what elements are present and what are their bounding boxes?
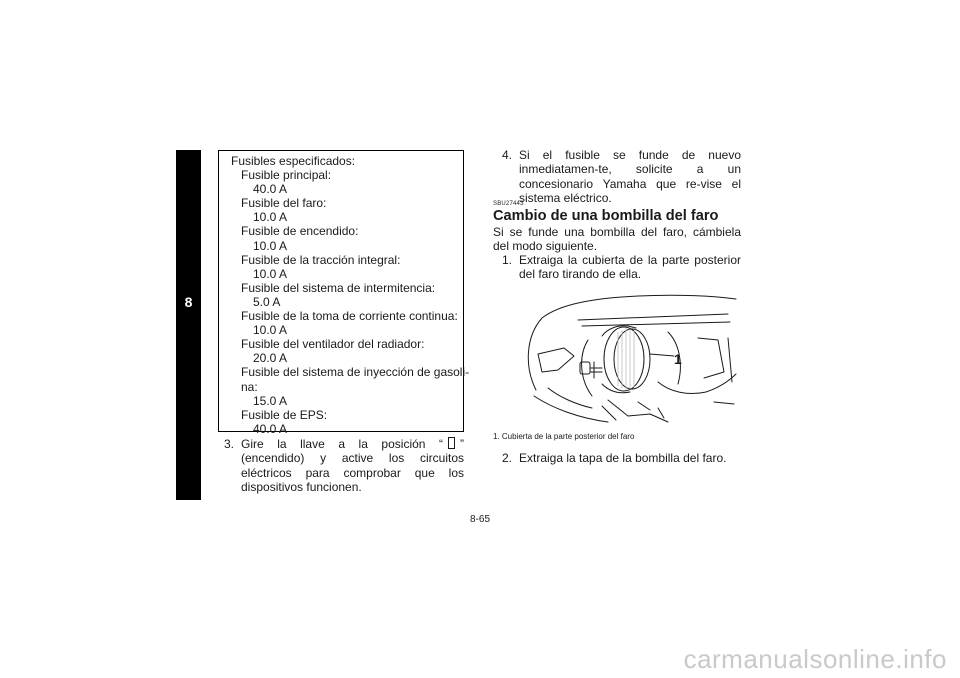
step-1 — [502, 253, 741, 282]
fuse-name: Fusible del faro: — [241, 196, 327, 211]
section-intro: Si se funde una bombilla del faro, cámbiela del modo siguiente. — [493, 225, 741, 254]
key-on-position-icon — [448, 437, 455, 449]
fuse-name: Fusible de encendido: — [241, 224, 359, 239]
step-number: 1. — [502, 253, 513, 267]
fuse-value: 10.0 A — [253, 323, 288, 338]
step-text — [241, 437, 464, 494]
fuse-value: 40.0 A — [253, 182, 288, 197]
fuse-value: 10.0 A — [253, 266, 288, 281]
fuse-name: Fusible de la toma de corriente continua: — [241, 309, 458, 324]
section-code: SBU27443 — [493, 201, 524, 207]
step-number: 4. — [502, 148, 513, 162]
chapter-number: 8 — [184, 294, 193, 310]
step-number: 2. — [502, 451, 513, 465]
step-text: Extraiga la cubierta de la parte posterior del faro tirando de ella. — [519, 253, 741, 282]
fuse-value: 15.0 A — [253, 393, 288, 408]
watermark-link[interactable]: carmanualsonline.info — [683, 644, 947, 674]
headlight-illustration — [518, 292, 739, 424]
fuse-value: 20.0 A — [253, 351, 288, 366]
fuse-name-continued: na: — [241, 379, 258, 394]
fuse-value: 10.0 A — [253, 210, 288, 225]
step-2 — [502, 451, 741, 465]
page-number: 8-65 — [469, 514, 490, 525]
figure-caption: 1. Cubierta de la parte posterior del faro — [493, 432, 635, 441]
step-text: Si el fusible se funde de nuevo inmediatamen-te, solicite a un concesionario Yamaha que re-vise el sistema eléctrico. — [519, 148, 741, 205]
headlight-figure — [518, 292, 739, 424]
fuse-name: Fusible de EPS: — [241, 407, 328, 422]
fuse-value: 5.0 A — [253, 294, 281, 309]
fuse-name: Fusible principal: — [241, 168, 332, 183]
fuse-value: 40.0 A — [253, 421, 288, 436]
step-text-part: ” (encendido) y active los circuitos eléctricos para comprobar que los dispositivos funcionen. — [241, 437, 464, 494]
step-text: Extraiga la tapa de la bombilla del faro. — [519, 451, 727, 465]
fuse-name: Fusible de la tracción integral: — [241, 252, 401, 267]
fuse-name: Fusible del sistema de inyección de gasoli- — [241, 365, 470, 380]
section-title: Cambio de una bombilla del faro — [493, 208, 719, 224]
figure-callout: 1 — [674, 351, 682, 367]
fuse-spec-title: Fusibles especificados: — [231, 154, 356, 168]
fuse-name: Fusible del sistema de intermitencia: — [241, 280, 436, 295]
step-4 — [493, 148, 741, 205]
step-number: 3. — [224, 437, 235, 451]
step-3 — [224, 437, 464, 494]
step-text-part: Gire la llave a la posición “ — [241, 437, 443, 451]
chapter-tab — [176, 150, 201, 500]
fuse-spec-box — [218, 150, 470, 436]
fuse-value: 10.0 A — [253, 238, 288, 253]
fuse-name: Fusible del ventilador del radiador: — [241, 337, 425, 352]
